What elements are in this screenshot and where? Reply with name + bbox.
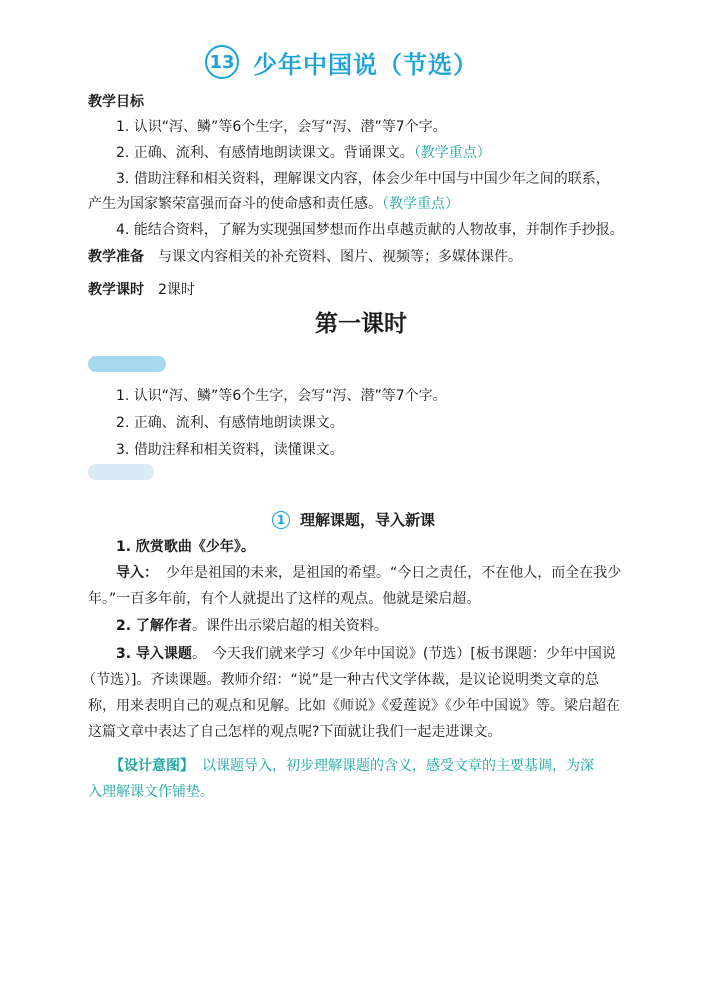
step-1: 1. 欣赏歌曲《少年》。 (116, 539, 255, 555)
design-intent-line-1: 【设计意图】 以课题导入，初步理解课题的含义，感受文章的主要基调，为深 (110, 758, 594, 774)
step-2: 2. 了解作者。课件出示梁启超的相关资料。 (116, 618, 388, 634)
objective-item-1: 1. 认识“泻、鳞”等6个生字，会写“泻、潜”等7个字。 (116, 119, 447, 135)
key-point-note: （教学重点） (413, 145, 491, 161)
step-3-line-3: 称，用来表明自己的观点和见解。比如《师说》《爱莲说》《少年中国说》等。梁启超在 (88, 698, 620, 714)
step-3-line-4: 这篇文章中表达了自己怎样的观点呢?下面就让我们一起走进课文。 (88, 724, 502, 740)
lesson-goal-3: 3. 借助注释和相关资料，读懂课文。 (116, 442, 344, 458)
lesson-goal-2: 2. 正确、流利、有感情地朗读课文。 (116, 415, 344, 431)
lesson-goals-tag (88, 356, 166, 372)
objective-item-3: 3. 借助注释和相关资料，理解课文内容，体会少年中国与中国少年之间的联系， (116, 171, 610, 187)
step-3-line-1: 3. 导入课题。 今天我们就来学习《少年中国说》(节选）[板书课题：少年中国说 (116, 646, 616, 662)
teaching-process-tag (88, 464, 154, 480)
lesson-goal-1: 1. 认识“泻、鳞”等6个生字，会写“泻、潜”等7个字。 (116, 388, 447, 404)
key-point-note: （教学重点） (382, 196, 459, 212)
teaching-prep: 教学准备 与课文内容相关的补充资料、图片、视频等；多媒体课件。 (88, 249, 522, 265)
objective-item-3-cont: 产生为国家繁荣富强而奋斗的使命感和责任感。（教学重点） (88, 196, 459, 212)
objectives-heading: 教学目标 (88, 94, 144, 110)
intro-line-2: 年。”一百多年前，有个人就提出了这样的观点。他就是梁启超。 (88, 591, 481, 607)
objective-item-4: 4. 能结合资料，了解为实现强国梦想而作出卓越贡献的人物故事，并制作手抄报。 (116, 222, 624, 238)
step-3-line-2: （节选）]。齐读课题。教师介绍：“说”是一种古代文学体裁，是议论说明类文章的总 (82, 672, 599, 688)
page-title: 少年中国说（节选） (253, 50, 478, 79)
lesson-period-title: 第一课时 (315, 310, 407, 337)
section-header (272, 509, 435, 530)
intro-line-1: 导入： 少年是祖国的未来，是祖国的希望。“今日之责任，不在他人，而全在我少 (116, 565, 622, 581)
design-intent-line-2: 入理解课文作铺垫。 (88, 784, 214, 800)
objective-item-2: 2. 正确、流利、有感情地朗读课文。背诵课文。（教学重点） (116, 145, 491, 161)
section-title: 理解课题，导入新课 (300, 511, 436, 529)
lesson-header (205, 44, 478, 80)
section-number-badge: 1 (272, 511, 290, 529)
lesson-number-badge: 13 (205, 45, 239, 79)
teaching-hours: 教学课时 2课时 (88, 282, 195, 298)
